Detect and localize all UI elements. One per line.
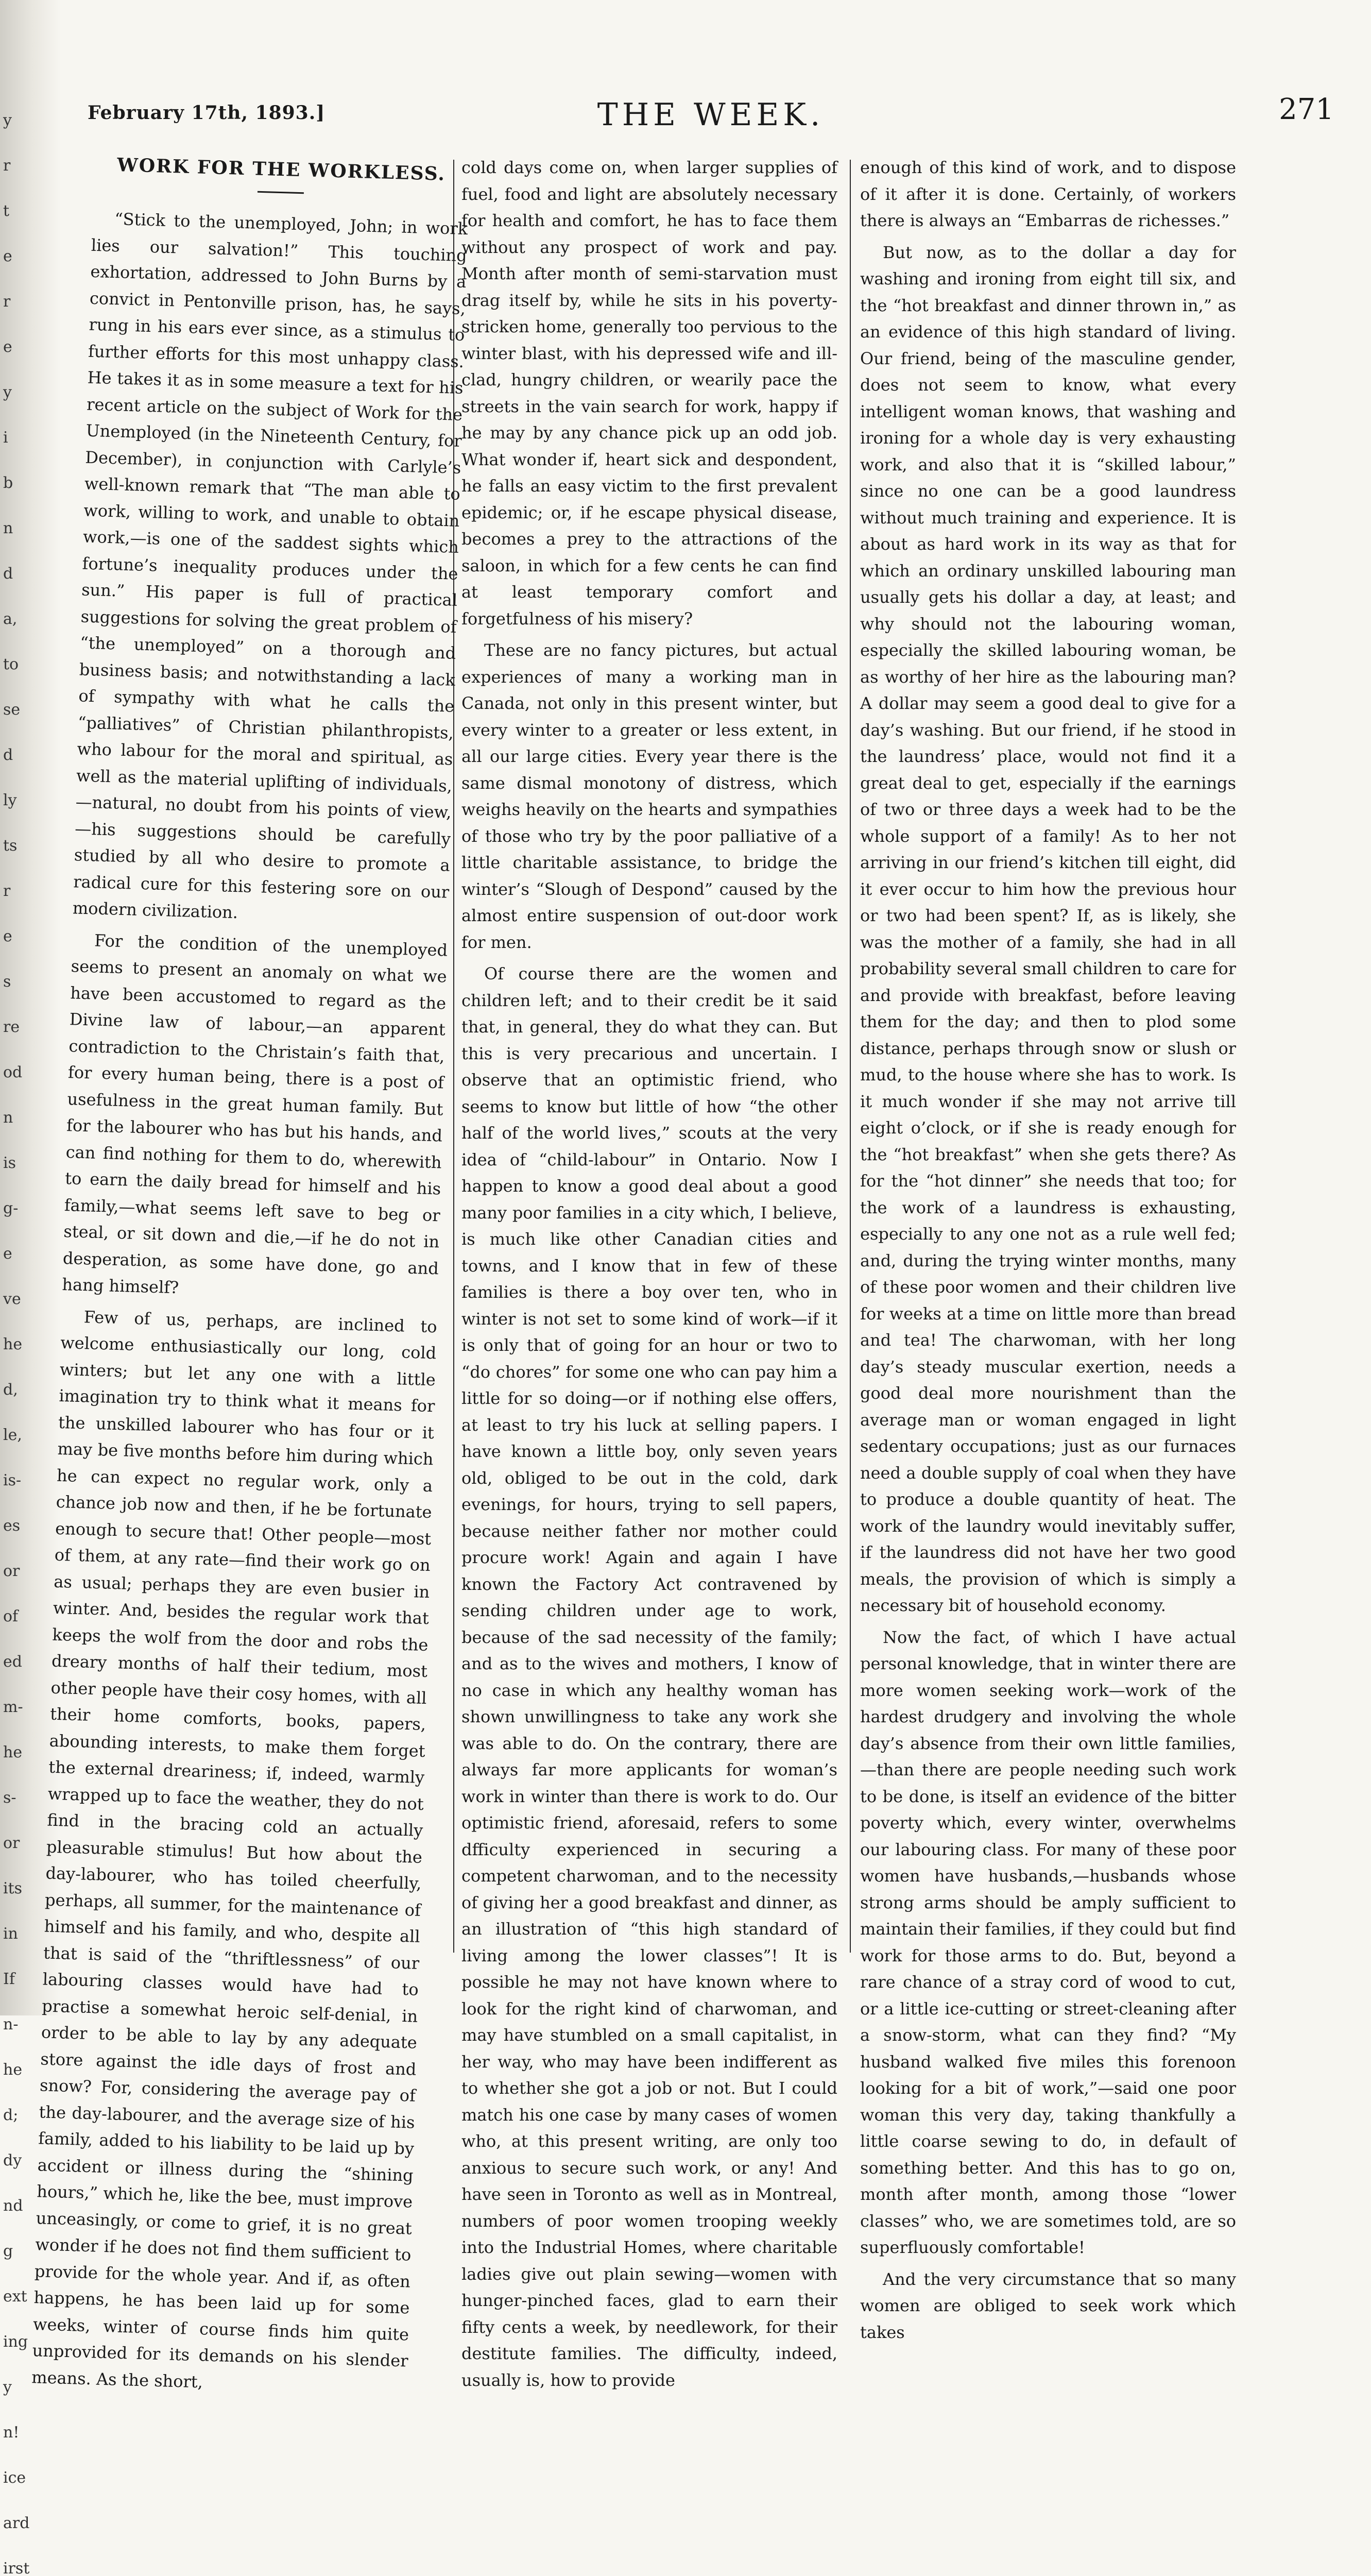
margin-fragment: nd [3, 2197, 23, 2215]
margin-fragment: irst [3, 2560, 30, 2576]
margin-fragment: in [3, 1925, 18, 1943]
margin-fragment: is [3, 1154, 16, 1172]
margin-fragment: e [3, 1245, 12, 1263]
margin-fragment: b [3, 474, 13, 492]
column-2 [461, 155, 837, 2390]
margin-fragment: e [3, 927, 12, 945]
title-rule [258, 191, 304, 194]
article-title: WORK FOR THE WORKLESS. [116, 154, 446, 185]
margin-fragment: ed [3, 1653, 22, 1671]
margin-fragment: ing [3, 2333, 28, 2351]
margin-fragment: or [3, 1562, 20, 1580]
margin-fragment: r [3, 293, 11, 311]
margin-fragment: s- [3, 1789, 16, 1807]
margin-fragment: ve [3, 1290, 21, 1308]
paragraph: “Stick to the unemployed, John; in work lies our salvation!” This touching exhortation, addressed to John Burns by a convict in Pentonville prison, has, he says, rung in his ears ever since, as a stimulus to further efforts for this most unhappy class. He takes it as in some measure a text for his recent article on the subject of Work for the Unemployed (in the Nineteenth Century, for December), in conjunction with Carlyle’s well-known remark that “The man able to work, willing to work, and unable to obtain work,—is one of the saddest sights which fortune’s inequality produces under the sun.” His paper is full of practical suggestions for solving the great problem of “the unemployed” on a thorough and business basis; and notwithstanding a lack of sympathy with what he calls the “palliatives” of Christian philanthropists, who labour for the moral and spiritual, as well as the material uplifting of individuals,—natural, no doubt from his points of view,—his suggestions should be carefully studied by all who desire to promote a radical cure for this festering sore on our modern civilization. [72, 209, 468, 923]
margin-fragment: r [3, 157, 11, 175]
masthead [88, 88, 1334, 134]
paragraph: enough of this kind of work, and to dispose of it after it is done. Certainly, of workers there is always an “Embarras de richesses.” [860, 158, 1236, 230]
margin-fragment: n! [3, 2424, 20, 2442]
margin-fragment: le, [3, 1426, 22, 1444]
margin-fragment: or [3, 1834, 20, 1852]
margin-fragment: to [3, 655, 19, 673]
margin-fragment: ard [3, 2514, 30, 2532]
margin-fragment: s [3, 973, 11, 991]
column-1 [31, 149, 469, 2392]
margin-fragment: y [3, 383, 12, 401]
margin-fragment: is- [3, 1471, 22, 1489]
margin-fragment: dy [3, 2151, 22, 2170]
margin-fragment: e [3, 247, 12, 265]
margin-fragment: se [3, 701, 21, 719]
margin-fragment: d; [3, 2106, 19, 2124]
margin-fragment: d [3, 565, 13, 583]
margin-fragment: d, [3, 1381, 18, 1399]
margin-fragment: he [3, 2061, 23, 2079]
margin-fragment: es [3, 1517, 21, 1535]
margin-fragment: ext [3, 2287, 27, 2306]
margin-fragment: i [3, 429, 8, 447]
paragraph: cold days come on, when larger supplies of fuel, food and light are absolutely necessary for health and comfort, he has to face them without any prospect of work and pay. Month after month of semi-starvation must drag itself by, while he sits in his poverty-stricken home, generally too pervious to the winter blast, with his depressed wife and ill-clad, hungry children, or wearily pace the streets in the vain search for work, happy if he may by any chance pick up an odd job. What wonder if, heart sick and despondent, he falls an easy victim to the first prevalent epidemic; or, if he escape physical disease, becomes a prey to the attractions of the saloon, in which for a few cents he can find at least temporary comfort and forgetfulness of his misery? [461, 158, 837, 629]
paragraph: These are no fancy pictures, but actual experiences of many a working man in Canada, not only in this present winter, but every winter to a greater or less extent, in all our large cities. Every year there is the same dismal monotony of distress, which weighs heavily on the hearts and sympathies of those who try by the poor palliative of a little charitable assistance, to bridge the winter’s “Slough of Despond” caused by the almost entire suspension of out-door work for men. [461, 640, 837, 952]
column-divider [850, 160, 851, 1953]
margin-fragment: re [3, 1018, 20, 1036]
margin-fragment: n- [3, 2015, 19, 2033]
page-number: 271 [1279, 93, 1334, 126]
margin-fragment: he [3, 1335, 23, 1353]
margin-fragment: y [3, 111, 12, 129]
margin-fragment: od [3, 1063, 23, 1081]
margin-fragment: m- [3, 1698, 23, 1716]
margin-fragment: g [3, 2242, 13, 2260]
margin-fragment: t [3, 202, 10, 220]
margin-fragment: ly [3, 791, 17, 809]
margin-fragment: n [3, 1109, 13, 1127]
margin-fragment: ts [3, 837, 18, 855]
margin-fragment: its [3, 1879, 23, 1897]
margin-fragment: r [3, 882, 11, 900]
paragraph: Of course there are the women and children left; and to their credit be it said that, in general, they do what they can. But this is very precarious and uncertain. I observe that an optimistic friend, who seems to know but little of how “the other half of the world lives,” scouts at the very idea of “child-labour” in Ontario. Now I happen to know a good deal about a good many poor families in a city which, I believe, is much like other Canadian cities and towns, and I know that in few of these families is there a boy over ten, who in winter is not set to some kind of work—if it is only that of going for an hour or two to “do chores” for some one who can pay him a little for so doing—or if nothing else offers, at least to try his luck at selling papers. I have known a little boy, only seven years old, obliged to be out in the cold, dark evenings, for hours, trying to sell papers, because neither father nor mother could procure work! Again and again I have known the Factory Act contravened by sending children under age to work, because of the sad necessity of the family; and as to the wives and mothers, I know of no case in which any healthy woman has shown unwillingness to take any work she was able to do. On the contrary, there are always far more applicants for woman’s work in winter than there is work to do. Our optimistic friend, aforesaid, refers to some dfficulty experienced in securing a competent charwoman, and to the necessity of giving her a good breakfast and dinner, as an illustration of “this high standard of living among the lower classes”! It is possible he may not have known where to look for the right kind of charwoman, and may have stumbled on a small capitalist, in her way, who may have been indifferent as to whether she got a job or not. But I could match his one case by many cases of women who, at this present writing, are only too anxious to secure such work, or any! And have seen in Toronto as well as in Montreal, numbers of poor women trooping weekly into the Industrial Homes, where charitable ladies give out plain sewing—women with hunger-pinched faces, glad to earn their fifty cents a week, by needlework, for their destitute families. The difficulty, indeed, usually is, how to provide [461, 964, 837, 2390]
margin-fragment: of [3, 1607, 19, 1625]
publication-title: THE WEEK. [597, 97, 825, 133]
margin-fragment: e [3, 338, 12, 356]
paragraph: Now the fact, of which I have actual personal knowledge, that in winter there are more women seeking work—work of the hardest drudgery and involving the whole day’s absence from their own little families, —than there are people needing such work to be done, is itself an evidence of the bitter poverty which, every winter, overwhelms our labouring class. For many of these poor women have husbands,—husbands whose strong arms should be amply sufficient to maintain their families, if they could but find work for those arms to do. But, beyond a rare chance of a stray cord of wood to cut, or a little ice-cutting or street-cleaning after a snow-storm, what can they find? “My husband walked five miles this forenoon looking for a bit of work,”—said one poor woman this very day, taking thankfully a little coarse sewing to do, in default of something better. And this has to go on, month after month, among those “lower classes” who, we are sometimes told, are so superfluously comfortable! [860, 1627, 1236, 2257]
margin-fragment: d [3, 746, 13, 764]
paragraph: But now, as to the dollar a day for washing and ironing from eight till six, and the “hot breakfast and dinner thrown in,” as an evidence of this high standard of living. Our friend, being of the masculine gender, does not seem to know, what every intelligent woman knows, that washing and ironing for a whole day is very exhausting work, and also that it is “skilled labour,” since no one can be a good laundress without much training and experience. It is about as hard work in its way as that for which an ordinary unskilled labouring man usually gets his dollar a day, at least; and why should not the labouring woman, especially the skilled labouring woman, be as worthy of her hire as the labouring man? A dollar may seem a good deal to give for a day’s washing. But our friend, if he stood in the laundress’ place, would not find it a great deal to get, especially if the earnings of two or three days a week had to be the whole support of a family! As to her not arriving in our friend’s kitchen till eight, did it ever occur to him how the previous hour or two had been spent? If, as is likely, she was the mother of a family, she had in all probability several small children to care for and provide with breakfast, before leaving them for the day; and then to plod some distance, perhaps through snow or slush or mud, to the house where she has to work. Is it much wonder if she may not arrive till eight o’clock, or if she is ready enough for the “hot breakfast” when she gets there? As for the “hot dinner” she needs that too; for the work of a laundress is exhausting, especially to any one not as a rule well fed; and, during the trying winter months, many of these poor women and their children live for weeks at a time on little more than bread and tea! The charwoman, with her long day’s steady muscular exertion, needs a good deal more nourishment than the average man or woman engaged in light sedentary occupations; just as our furnaces need a double supply of coal when they have to produce a double quantity of heat. The work of the laundry would inevitably suffer, if the laundress did not have her two good meals, the provision of which is simply a necessary bit of household economy. [860, 242, 1236, 1615]
paragraph: For the condition of the unemployed seems to present an anomaly on what we have been accustomed to regard as the Divine law of labour,—an apparent contradiction to the Christain’s faith that, for every human being, there is a post of usefulness in the great human family. But for the labourer who has but his hands, and can find nothing for them to do, wherewith to earn the daily bread for himself and his family,—what seems left save to beg or steal, or sit down and die,—if he do not in desperation, as some have done, go and hang himself? [62, 930, 448, 1298]
margin-fragment: y [3, 2378, 12, 2396]
margin-fragment: he [3, 1743, 23, 1761]
margin-fragment: a, [3, 610, 18, 628]
margin-fragment: ice [3, 2469, 26, 2487]
margin-fragment: If [3, 1970, 15, 1988]
margin-fragment: g- [3, 1199, 19, 1217]
paragraph: And the very circumstance that so many women are obliged to seek work which takes [860, 2269, 1236, 2342]
paragraph: Few of us, perhaps, are inclined to welcome enthusiastically our long, cold winters; but let any one with a little imagination try to think what it means for the unskilled labourer who has four or it may be five months before him during which he can expect no regular work, only a chance job now and then, if he be fortunate enough to secure that! Other people—most of them, at any rate—find their work go on as usual; perhaps they are even busier in winter. And, besides the regular work that keeps the wolf from the door and robs the dreary months of half their tedium, most other people have their cosy homes, with all their home comforts, books, papers, abounding interests, to make them forget the external dreariness; if, indeed, warmly wrapped up to face the weather, they do not find in the bracing cold an actually pleasurable stimulus! But how about the day-labourer, who has toiled cheerfully, perhaps, all summer, for the maintenance of himself and his family, and who, despite all that is said of the “thriftlessness” of our labouring classes would have had to practise a somewhat heroic self-denial, in order to be able to lay by any adequate store against the idle days of frost and snow? For, considering the average pay of the day-labourer, and the average size of his family, added to his liability to be laid up by accident or illness during the “shining hours,” which he, like the bee, must improve unceasingly, or come to grief, it is no great wonder if he does not find them sufficient to provide for the whole year. And if, as often happens, he has been laid up for some weeks, winter of course finds him quite unprovided for its demands on his slender means. As the short, [31, 1307, 438, 2392]
margin-fragment: n [3, 519, 13, 537]
issue-date: February 17th, 1893.] [88, 102, 325, 124]
column-3 [860, 155, 1236, 2342]
